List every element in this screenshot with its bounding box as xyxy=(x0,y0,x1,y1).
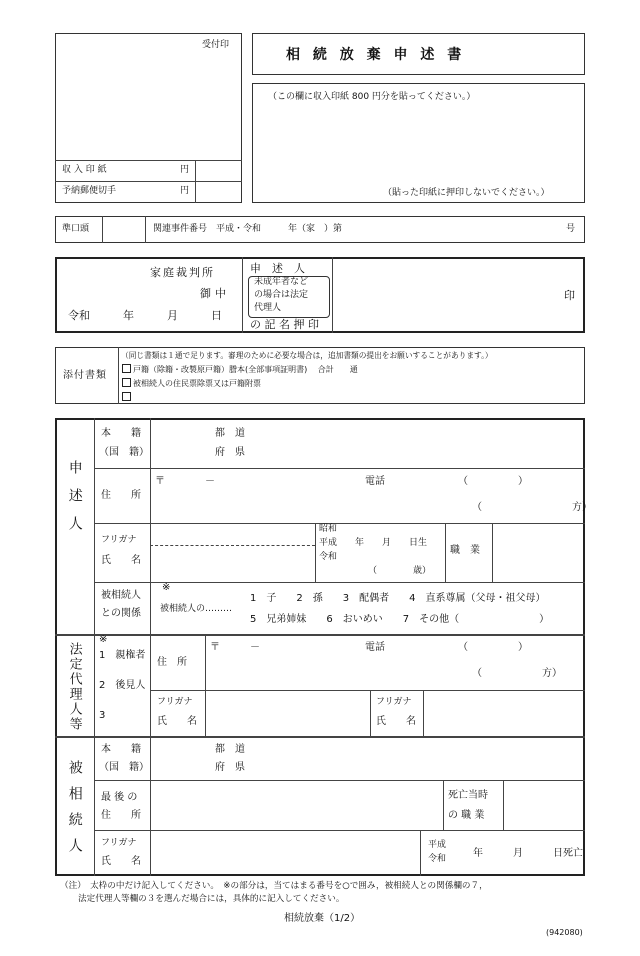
occupation-label: 職 業 xyxy=(450,545,480,556)
deceased-honseki-label: （国 籍） xyxy=(99,762,149,773)
stamp-instruction: （この欄に収入印紙 800 円分を貼ってください。） xyxy=(268,92,476,102)
guardian-furigana: フリガナ xyxy=(157,697,193,707)
birth-date: 平成 年 月 日生 xyxy=(319,538,428,548)
stamp-note: （貼った印紙に押印しないでください。） xyxy=(383,188,550,198)
guardian-option[interactable]: 3 xyxy=(99,710,106,721)
relation-label: 被相続人 xyxy=(101,590,141,601)
attachment-item: 被相続人の住民票除票又は戸籍附票 xyxy=(122,378,261,389)
relation-prefix: 被相続人の……… xyxy=(160,604,233,614)
guardian-name-label: 氏 名 xyxy=(157,716,197,727)
footer-note: 法定代理人等欄の３を選んだ場合には，具体的に記入してください。 xyxy=(78,894,345,904)
furigana-label: フリガナ xyxy=(101,535,137,545)
deceased-furigana: フリガナ xyxy=(101,838,137,848)
honseki-label: （国 籍） xyxy=(99,447,149,458)
fuken-label: 府 県 xyxy=(215,447,245,458)
address-label: 住 所 xyxy=(101,490,141,501)
minor-note: 代理人 xyxy=(254,303,282,313)
guardian-care-of[interactable]: （ 方） xyxy=(472,668,562,679)
guardian-address-label: 住 所 xyxy=(157,657,187,668)
receipt-stamp-box xyxy=(55,33,242,203)
death-date: 年 月 日死亡 xyxy=(473,848,583,859)
relation-options[interactable]: 5 兄弟姉妹 6 おいめい 7 その他（ ） xyxy=(250,614,550,625)
footer-note: （注） 太枠の中だけ記入してください。 ※の部分は，当てはまる番号を○で囲み，被相続人との関係欄の７， xyxy=(60,881,488,891)
deceased-name-label: 氏 名 xyxy=(101,856,141,867)
checkbox[interactable] xyxy=(122,378,131,387)
postage-label: 予納郵便切手 xyxy=(62,186,117,196)
relation-options[interactable]: 1 子 2 孫 3 配偶者 4 直系尊属（父母・祖父母） xyxy=(250,593,546,604)
guardian-option[interactable]: 2 後見人 xyxy=(99,680,146,691)
phone-label: 電話 xyxy=(365,476,385,487)
seal-label: の 記 名 押 印 xyxy=(250,318,319,331)
deceased-todo: 都 道 xyxy=(215,744,245,755)
age-field[interactable]: （ 歳） xyxy=(368,566,432,576)
relation-label: との関係 xyxy=(101,608,141,619)
guardian-furigana: フリガナ xyxy=(376,697,412,707)
deceased-honseki-label: 本 籍 xyxy=(101,744,141,755)
attachments-note: （同じ書類は１通で足ります。審理のために必要な場合は，追加書類の提出をお願いすることがあります。） xyxy=(121,351,493,360)
death-era-heisei: 平成 xyxy=(428,840,447,850)
oral-label: 準口頭 xyxy=(62,224,90,234)
attachment-item xyxy=(122,392,133,403)
form-code: (942080) xyxy=(546,928,583,937)
guardian-option[interactable]: 1 親権者 xyxy=(99,650,146,661)
guardian-phone-field[interactable]: （ ） xyxy=(458,642,528,653)
care-of-field[interactable]: （ 方） xyxy=(472,502,592,513)
phone-field[interactable]: （ ） xyxy=(458,476,528,487)
attachments-label: 添付書類 xyxy=(63,370,107,381)
minor-note: の場合は法定 xyxy=(254,290,309,300)
era-showa: 昭和 xyxy=(319,524,338,534)
relation-mark: ※ xyxy=(162,582,171,593)
page-label: 相続放棄（1/2） xyxy=(284,913,361,924)
guardian-phone-label: 電話 xyxy=(365,642,385,653)
postal-code[interactable]: 〒 － xyxy=(155,476,215,487)
death-occupation-label: 死亡当時 xyxy=(448,790,488,801)
deceased-section-label: 被相続人 xyxy=(66,760,83,864)
seal-mark: 印 xyxy=(564,289,575,302)
deceased-fuken: 府 県 xyxy=(215,762,245,773)
last-address-label: 最 後 の xyxy=(101,792,138,803)
era-reiwa: 令和 xyxy=(319,552,338,562)
guardian-mark: ※ xyxy=(99,634,108,645)
number-suffix: 号 xyxy=(566,224,576,234)
last-address-label: 住 所 xyxy=(101,810,141,821)
guardian-name-label: 氏 名 xyxy=(376,716,416,727)
honseki-label: 本 籍 xyxy=(101,428,141,439)
filing-date: 令和 年 月 日 xyxy=(68,309,222,322)
attachment-item: 戸籍（除籍・改製原戸籍）謄本(全部事項証明書) 合計 通 xyxy=(122,364,358,375)
applicant-label: 申 述 人 xyxy=(250,262,305,275)
guardian-section-label: 法定代理人等 xyxy=(66,642,82,732)
minor-note: 未成年者など xyxy=(254,277,309,287)
court-name: 家庭裁判所 xyxy=(150,266,215,279)
guardian-postal[interactable]: 〒 － xyxy=(210,642,260,653)
death-era-reiwa: 令和 xyxy=(428,854,447,864)
receipt-stamp-label: 受付印 xyxy=(202,40,230,50)
death-occupation-label: の 職 業 xyxy=(448,810,485,821)
yen-label: 円 xyxy=(180,186,190,196)
yen-label: 円 xyxy=(180,165,190,175)
checkbox[interactable] xyxy=(122,364,131,373)
applicant-section-label: 申述人 xyxy=(66,460,83,544)
revenue-stamp-label: 収 入 印 紙 xyxy=(62,165,107,175)
page-title: 相 続 放 棄 申 述 書 xyxy=(286,47,466,63)
onchu-label: 御中 xyxy=(200,287,230,300)
checkbox[interactable] xyxy=(122,392,131,401)
todo-label: 都 道 xyxy=(215,428,245,439)
related-case-label: 関連事件番号 平成・令和 年（家 ）第 xyxy=(153,224,343,234)
name-label: 氏 名 xyxy=(101,555,141,566)
